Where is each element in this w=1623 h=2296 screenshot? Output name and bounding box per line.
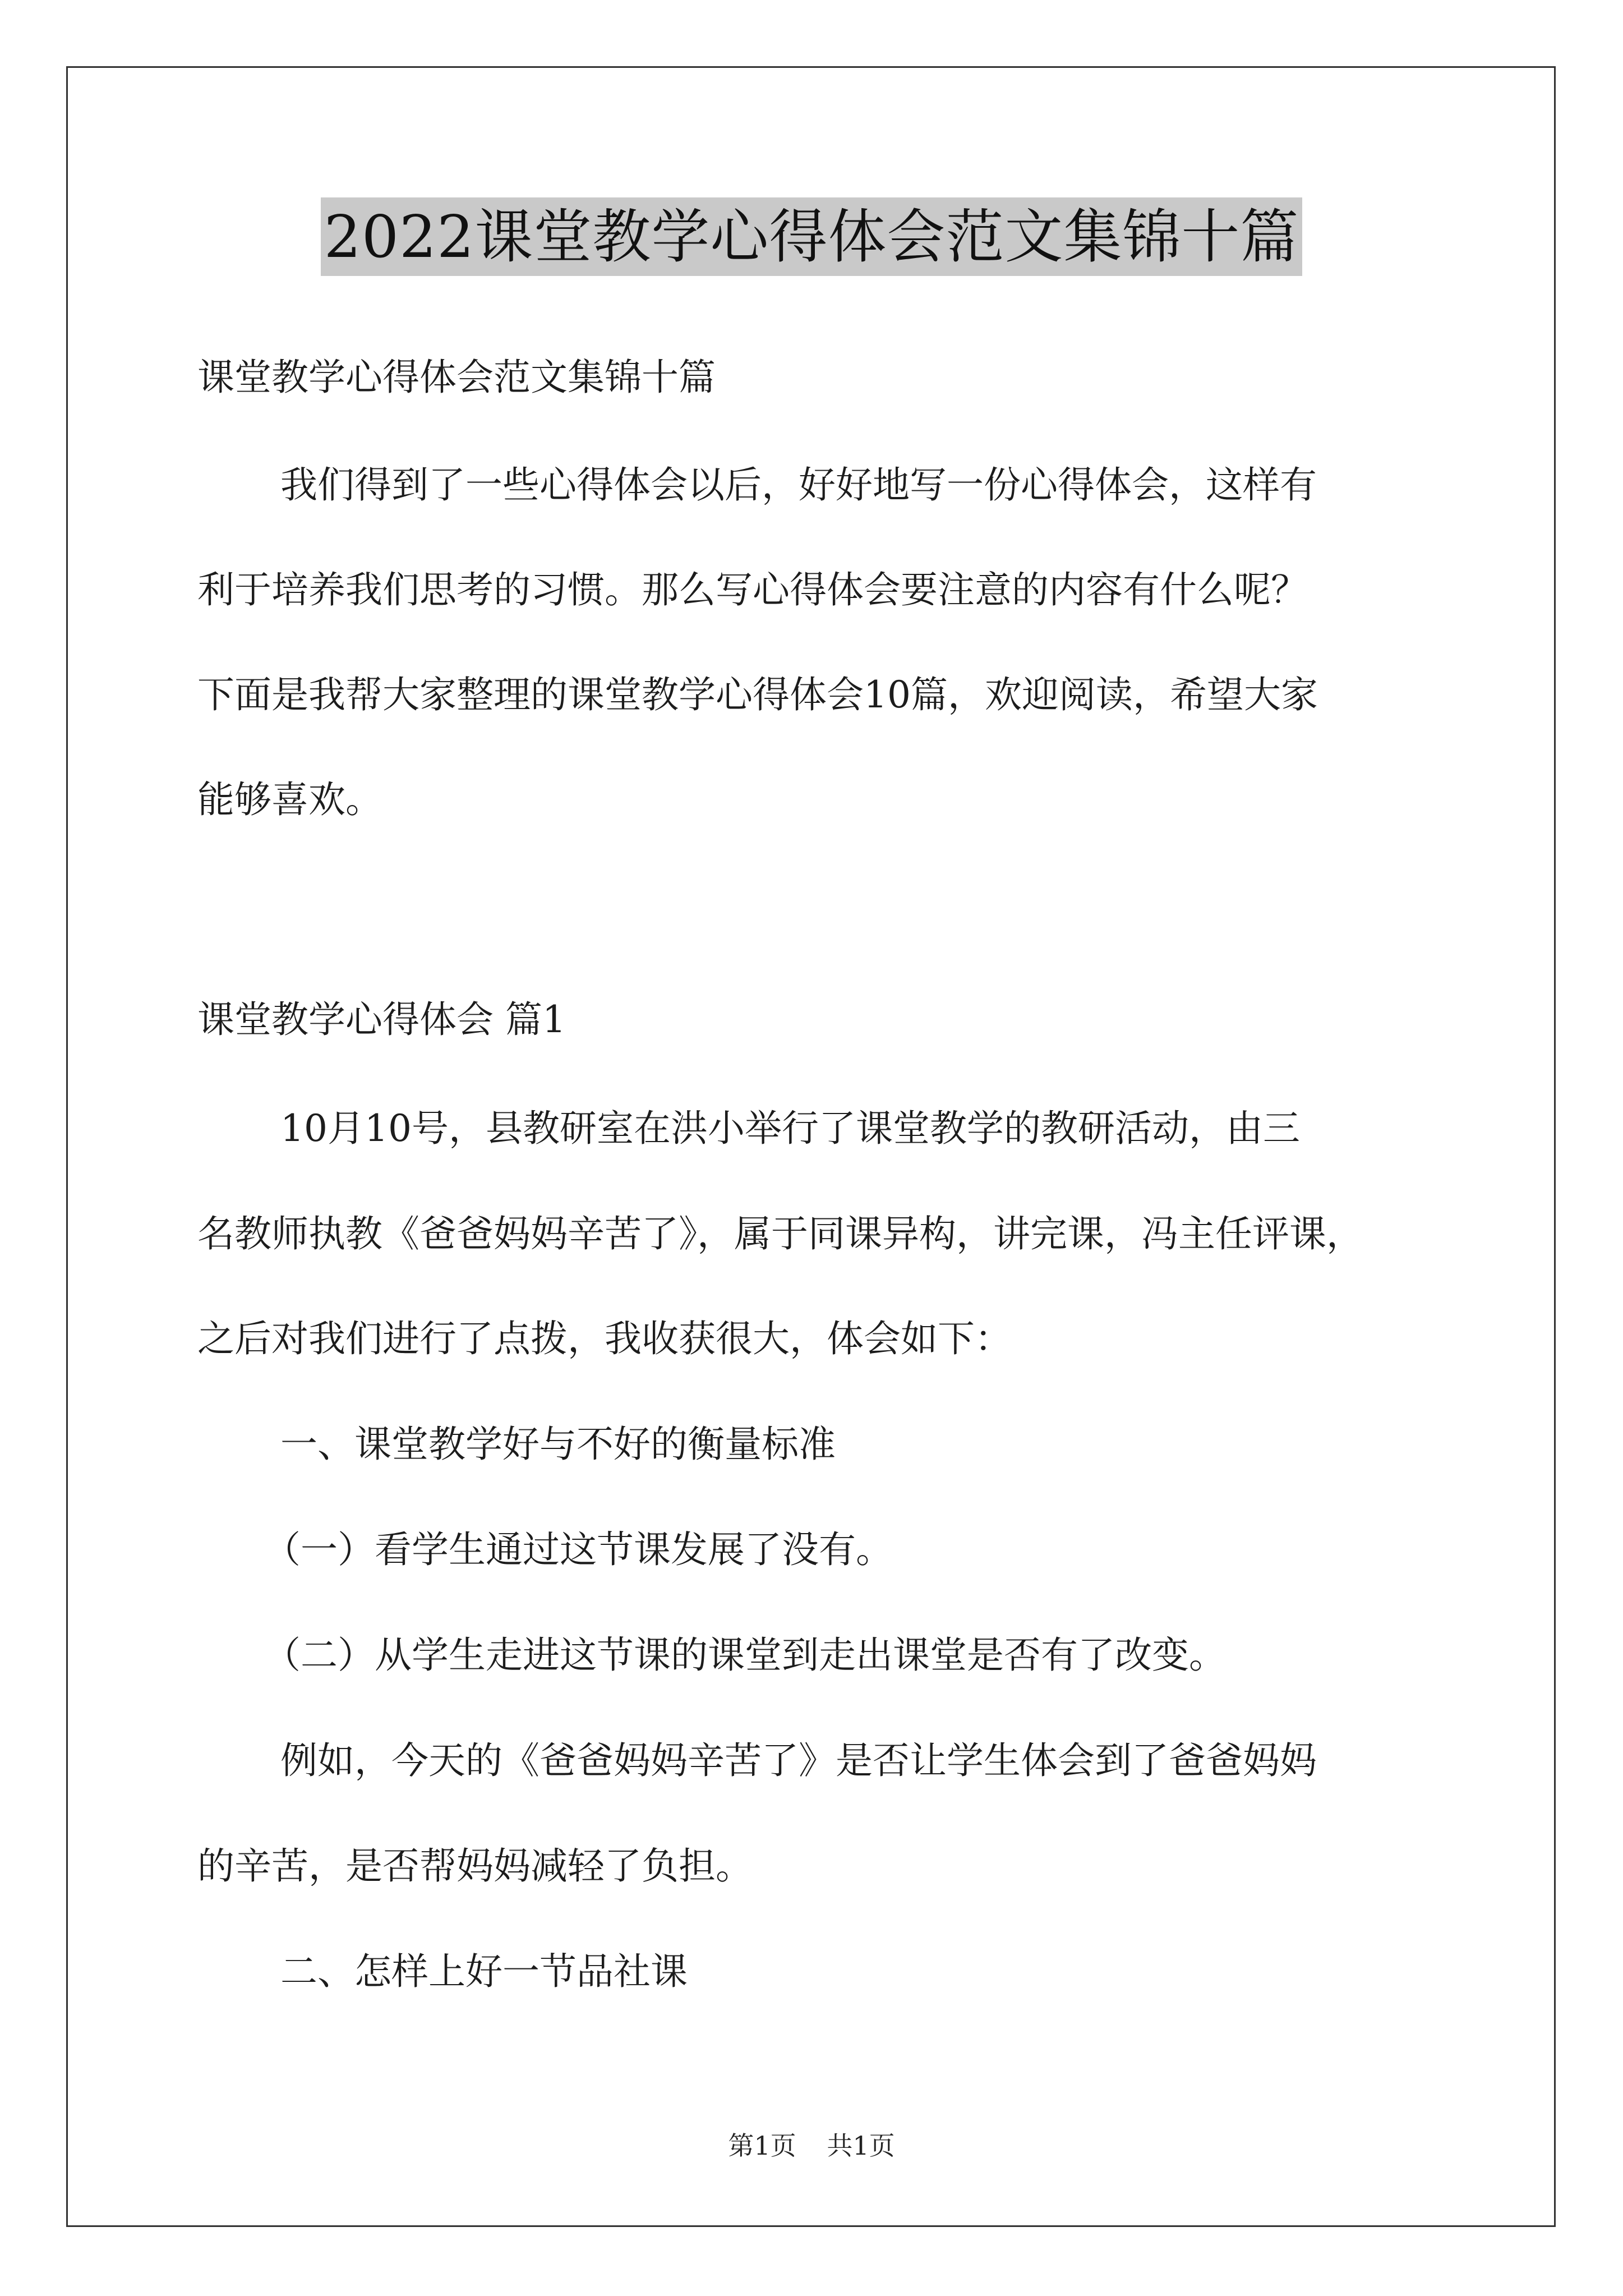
point-one-heading: 一、课堂教学好与不好的衡量标准 — [280, 1423, 836, 1466]
example-line-2: 的辛苦，是否帮妈妈减轻了负担。 — [197, 1844, 753, 1888]
sub-point-two: （二）从学生走进这节课的课堂到走出课堂是否有了改变。 — [264, 1634, 1226, 1677]
subtitle: 课堂教学心得体会范文集锦十篇 — [197, 356, 716, 399]
title-container — [0, 197, 1623, 276]
page-number: 第1页 — [728, 2131, 796, 2161]
page-footer — [0, 2129, 1623, 2162]
intro-line-4: 能够喜欢。 — [197, 778, 382, 821]
page-total: 共1页 — [827, 2131, 895, 2161]
section-heading: 课堂教学心得体会 篇1 — [197, 998, 566, 1041]
example-line-1: 例如，今天的《爸爸妈妈辛苦了》是否让学生体会到了爸爸妈妈 — [280, 1739, 1317, 1782]
sub-point-one: （一）看学生通过这节课发展了没有。 — [264, 1528, 893, 1571]
body-line-1: 10月10号，县教研室在洪小举行了课堂教学的教研活动，由三 — [280, 1107, 1300, 1150]
point-two-heading: 二、怎样上好一节品社课 — [280, 1950, 688, 1993]
intro-line-1: 我们得到了一些心得体会以后，好好地写一份心得体会，这样有 — [280, 463, 1317, 507]
body-line-3: 之后对我们进行了点拨，我收获很大，体会如下： — [197, 1317, 1012, 1360]
document-title: 2022课堂教学心得体会范文集锦十篇 — [321, 197, 1303, 276]
intro-line-3: 下面是我帮大家整理的课堂教学心得体会10篇，欢迎阅读，希望大家 — [197, 673, 1318, 716]
intro-line-2: 利于培养我们思考的习惯。那么写心得体会要注意的内容有什么呢？ — [197, 568, 1308, 611]
body-line-2: 名教师执教《爸爸妈妈辛苦了》，属于同课异构，讲完课，冯主任评课， — [197, 1212, 1363, 1255]
